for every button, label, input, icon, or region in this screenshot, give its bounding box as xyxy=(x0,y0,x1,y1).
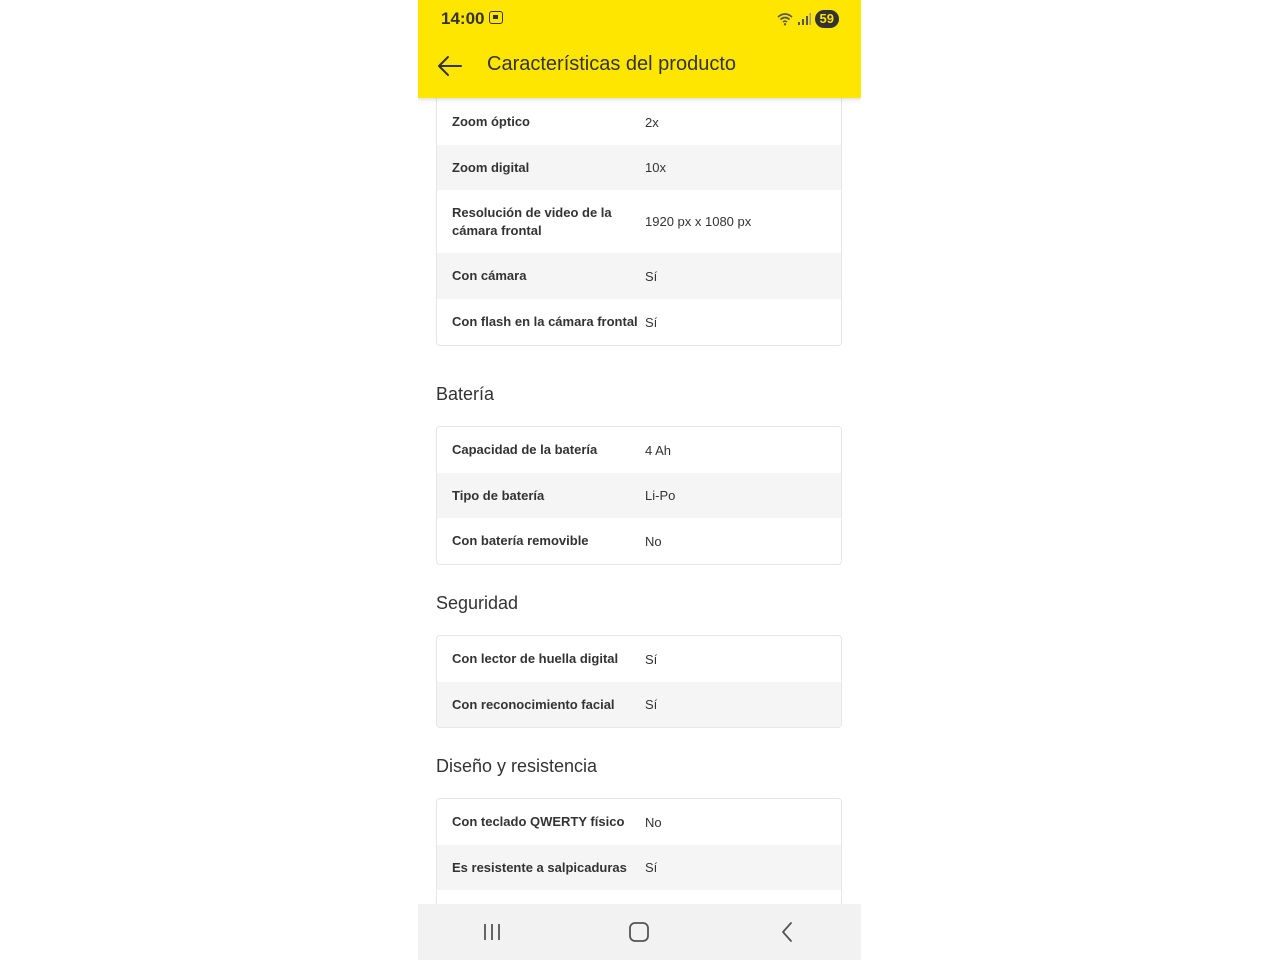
specs-content[interactable] xyxy=(418,98,861,904)
camera-specs-table xyxy=(436,98,842,346)
spec-key: Con batería removible xyxy=(452,533,589,548)
table-row xyxy=(437,253,841,299)
spec-value: 10x xyxy=(645,160,666,175)
spec-value: 1920 px x 1080 px xyxy=(645,214,752,229)
nav-back-button[interactable] xyxy=(767,912,807,952)
signal-icon xyxy=(797,13,811,25)
app-bar xyxy=(418,0,861,98)
table-row xyxy=(437,799,841,845)
system-nav-bar xyxy=(418,904,861,960)
spec-value: No xyxy=(645,533,662,549)
spec-key: Es resistente a salpicaduras xyxy=(452,859,627,875)
table-row xyxy=(437,427,841,473)
wifi-icon xyxy=(777,12,793,26)
table-row xyxy=(437,299,841,345)
spec-value: 2x xyxy=(645,114,659,130)
recents-button[interactable] xyxy=(472,912,512,952)
section-title-battery: Batería xyxy=(436,384,495,404)
design-specs-table xyxy=(436,798,842,904)
spec-key: Con cámara xyxy=(452,268,527,283)
spec-value: Sí xyxy=(645,651,658,667)
spec-key: Zoom digital xyxy=(452,159,530,175)
battery-specs-table xyxy=(436,426,842,565)
chevron-left-icon xyxy=(779,921,795,943)
table-row xyxy=(437,190,841,253)
spec-key: Resolución de video de la cámara frontal xyxy=(452,204,612,238)
spec-key: Con reconocimiento facial xyxy=(452,696,615,712)
recents-icon xyxy=(481,922,503,942)
table-row xyxy=(437,518,841,564)
home-button[interactable] xyxy=(619,912,659,952)
home-icon xyxy=(628,921,650,943)
table-row xyxy=(437,98,841,145)
spec-value: Sí xyxy=(645,697,658,712)
spec-value: Sí xyxy=(645,860,658,875)
page-title: Características del producto xyxy=(487,53,737,75)
status-icons xyxy=(777,9,839,29)
spec-value: Sí xyxy=(645,314,658,330)
spec-key: Con teclado QWERTY físico xyxy=(452,814,625,829)
spec-value: 4 Ah xyxy=(645,442,672,458)
spec-value: No xyxy=(645,814,662,830)
table-row xyxy=(437,682,841,727)
spec-value: Li-Po xyxy=(645,488,676,503)
section-title-security: Seguridad xyxy=(436,593,519,613)
table-row xyxy=(437,473,841,518)
table-row xyxy=(437,145,841,190)
spec-key: Con flash en la cámara frontal xyxy=(452,314,638,329)
battery-badge: 59 xyxy=(815,10,839,28)
spec-key: Capacidad de la batería xyxy=(452,442,598,457)
table-row xyxy=(437,636,841,682)
spec-key: Tipo de batería xyxy=(452,487,545,503)
screenshot-icon xyxy=(489,11,503,24)
table-row xyxy=(437,845,841,890)
back-arrow-icon[interactable] xyxy=(436,52,464,80)
spec-key: Zoom óptico xyxy=(452,114,530,129)
status-time: 14:00 xyxy=(441,9,485,28)
spec-key: Con lector de huella digital xyxy=(452,651,619,666)
table-row xyxy=(437,890,841,904)
section-title-design: Diseño y resistencia xyxy=(436,756,598,776)
phone-screen xyxy=(418,0,861,960)
spec-value: Sí xyxy=(645,268,658,284)
security-specs-table xyxy=(436,635,842,728)
